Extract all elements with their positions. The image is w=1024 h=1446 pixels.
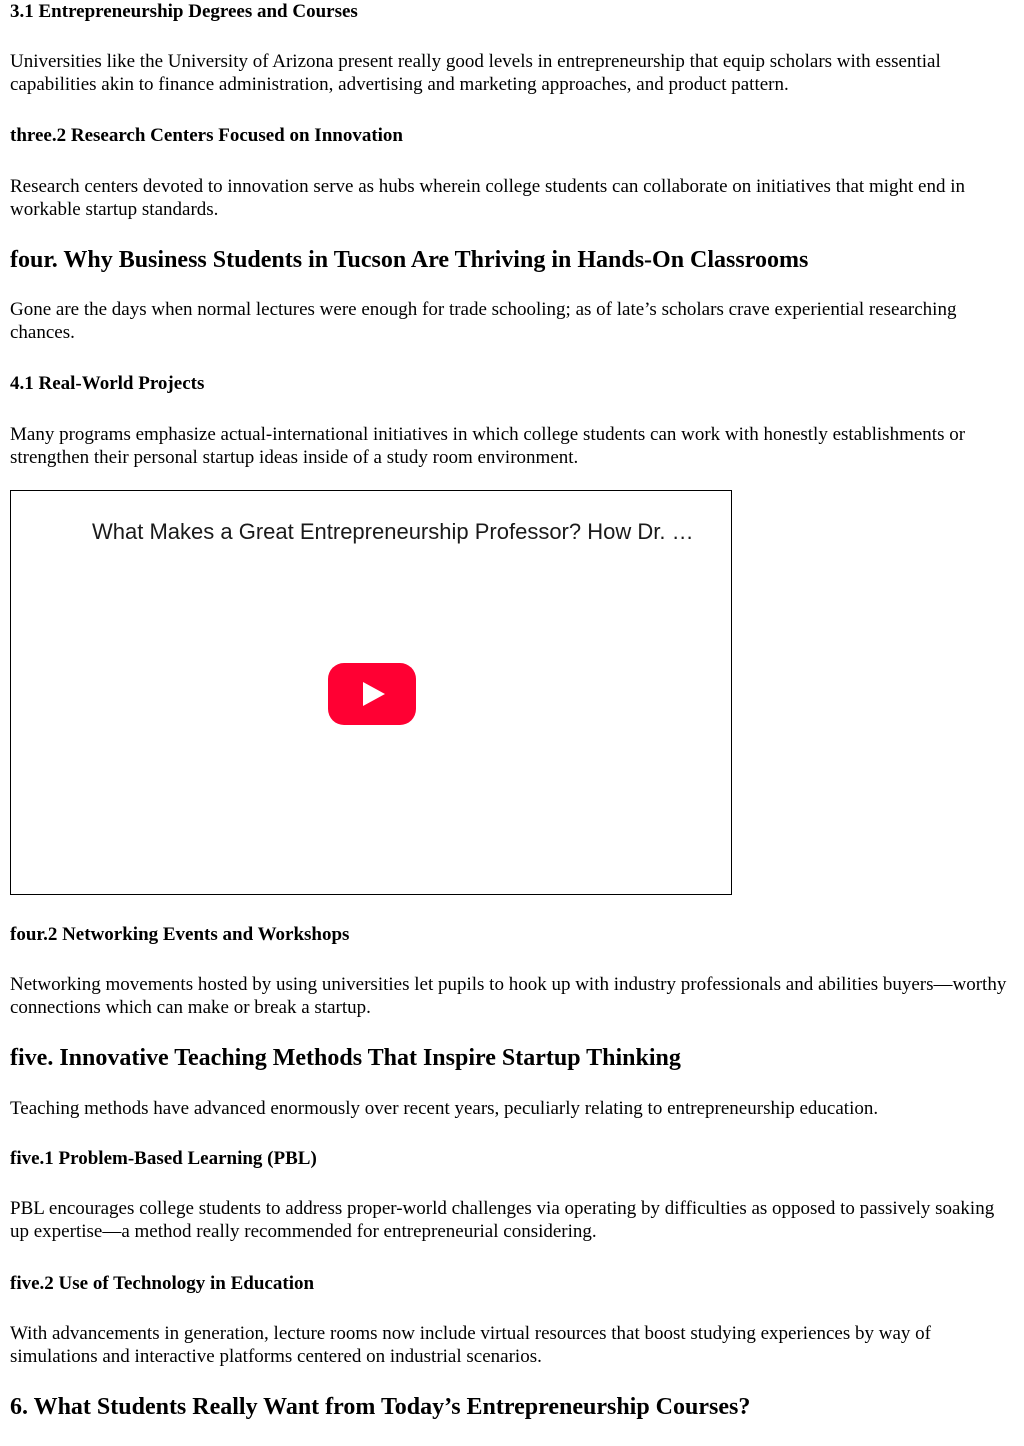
- heading-5-2: five.2 Use of Technology in Education: [10, 1273, 315, 1294]
- paragraph-5: Teaching methods have advanced enormously over recent years, peculiarly relating to entrepreneurship education.: [10, 1098, 879, 1119]
- paragraph-5-1: PBL encourages college students to address proper-world challenges via operating by difficulties as opposed to passively soaking up expertise—a method really recommended for entrepreneurial considering.: [10, 1198, 995, 1242]
- paragraph-5-2: With advancements in generation, lecture rooms now include virtual resources that boost studying experiences by way of simulations and interactive platforms centered on industrial scenarios.: [10, 1323, 931, 1367]
- paragraph-4-2: Networking movements hosted by using universities let pupils to hook up with industry professionals and abilities buyers—worthy connections which can make or break a startup.: [10, 974, 1007, 1018]
- heading-4-2: four.2 Networking Events and Workshops: [10, 924, 350, 945]
- paragraph-4: Gone are the days when normal lectures were enough for trade schooling; as of late’s scholars crave experiential researching chances.: [10, 299, 957, 343]
- youtube-video-embed[interactable]: [10, 490, 732, 895]
- youtube-play-icon[interactable]: [328, 663, 416, 725]
- video-title[interactable]: What Makes a Great Entrepreneurship Professor? How Dr. …: [92, 519, 694, 544]
- heading-5-1: five.1 Problem-Based Learning (PBL): [10, 1148, 317, 1169]
- heading-6: 6. What Students Really Want from Today’s Entrepreneurship Courses?: [10, 1394, 751, 1420]
- heading-3-1: 3.1 Entrepreneurship Degrees and Courses: [10, 1, 358, 22]
- paragraph-3-1: Universities like the University of Arizona present really good levels in entrepreneurship that equip scholars with essential capabilities akin to finance administration, advertising and marketing approaches, and product pattern.: [10, 51, 941, 95]
- heading-4-1: 4.1 Real-World Projects: [10, 373, 205, 394]
- paragraph-4-1: Many programs emphasize actual-international initiatives in which college students can work with honestly establishments or strengthen their personal startup ideas inside of a study room environment.: [10, 424, 966, 468]
- heading-3-2: three.2 Research Centers Focused on Innovation: [10, 125, 403, 146]
- heading-4: four. Why Business Students in Tucson Are Thriving in Hands-On Classrooms: [10, 247, 809, 273]
- paragraph-3-2: Research centers devoted to innovation serve as hubs wherein college students can collaborate on initiatives that might end in workable startup standards.: [10, 176, 965, 220]
- heading-5: five. Innovative Teaching Methods That Inspire Startup Thinking: [10, 1045, 681, 1071]
